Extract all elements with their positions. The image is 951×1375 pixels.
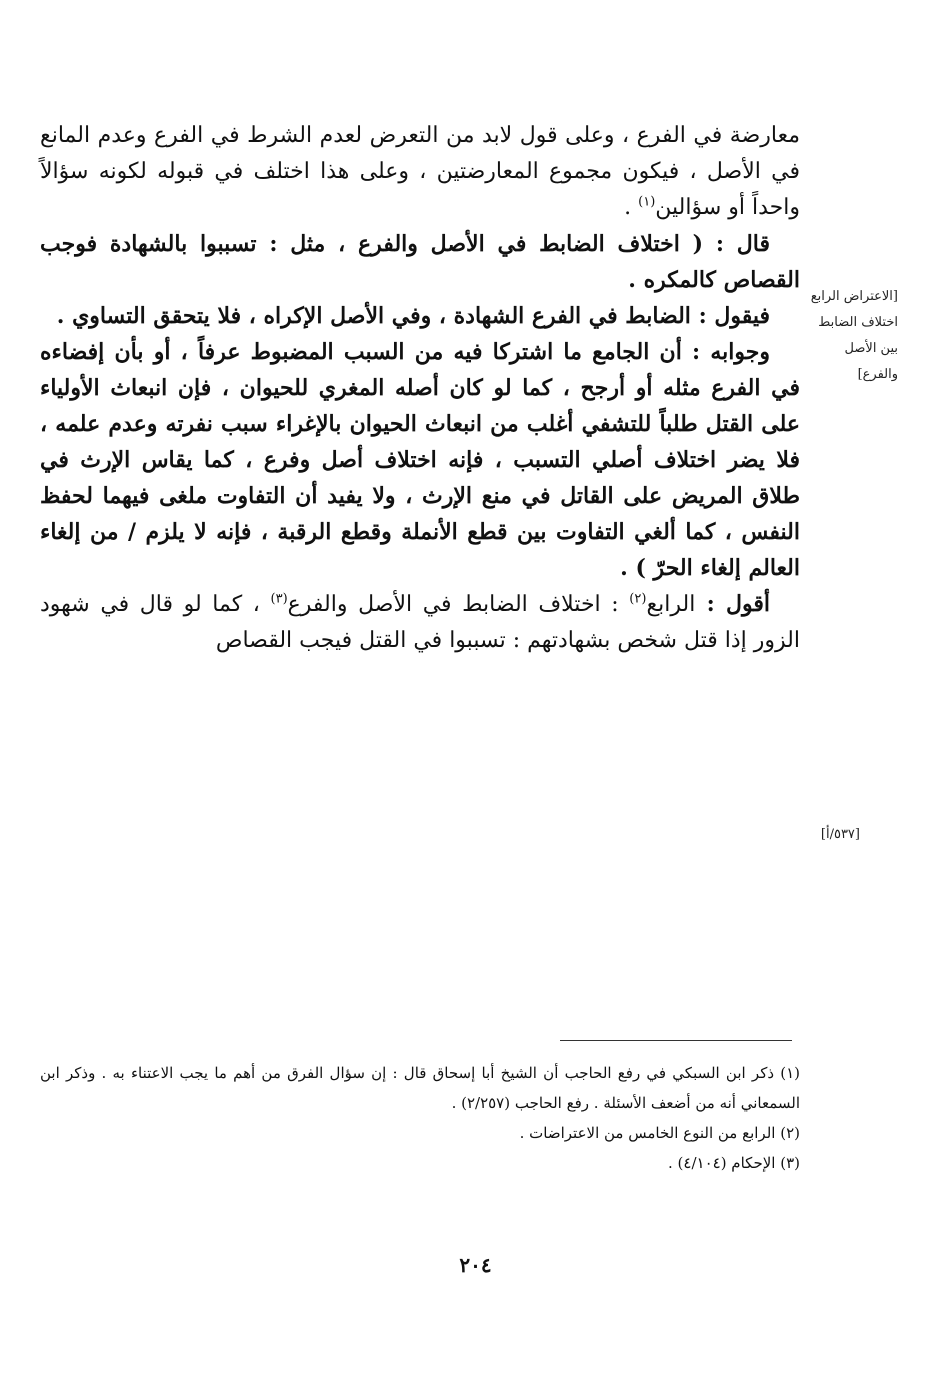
margin-note-folio: [٥٣٧/أ] <box>820 827 860 842</box>
paragraph-1-text: معارضة في الفرع ، وعلى قول لابد من التعرض لعدم الشرط في الفرع وعدم المانع في الأصل ، فيكون مجموع المعارضتين ، وعلى هذا اختلف في قبوله لكونه سؤالاً واحداً أو سؤالين <box>40 123 800 220</box>
paragraph-2-text: ( اختلاف الضابط في الأصل والفرع ، مثل : تسببوا بالشهادة فوجب القصاص كالمكره . <box>40 231 800 293</box>
footnote-ref-1[interactable]: (١) <box>638 194 656 210</box>
footnote-ref-3[interactable]: (٣) <box>270 591 288 607</box>
footnote-3: (٣) الإحكام (٤/١٠٤) . <box>668 1154 800 1172</box>
paragraph-3 <box>40 298 800 334</box>
paragraph-2 <box>40 226 800 298</box>
page-number: ٢٠٤ <box>459 1253 492 1277</box>
fayaqul-lead: فيقول : <box>690 303 770 329</box>
paragraph-4: وجوابه : أن الجامع ما اشتركا فيه من السبب المضبوط عرفاً ، أو بأن إفضاءه في الفرع مثله أو أرجح ، كما لو كان أصله المغري للحيوان ، فإن انبعاث الأولياء على القتل طلباً للتشفي أغلب من انبعاث الحيوان بالإغراء سبب نفرته وعدم علمه ، فلا يضر اختلاف أصلي التسبب ، فإنه اختلاف أصل وفرع ، كما يقاس الإرث في طلاق المريض على القاتل في منع الإرث ، ولا يفيد أن التفاوت ملغى فيهما لحفظ النفس ، كما ألغي التفاوت بين قطع الأنملة وقطع الرقبة ، فإنه لا يلزم / من إلغاء العالم إلغاء الحرّ ) . <box>40 339 800 581</box>
paragraph-3-text: الضابط في الفرع الشهادة ، وفي الأصل الإكراه ، فلا يتحقق التساوي . <box>56 303 691 329</box>
main-text <box>40 118 800 659</box>
paragraph-5-a: الرابع <box>646 592 696 617</box>
qala-lead: قال : <box>703 231 770 257</box>
footnotes <box>40 1058 800 1178</box>
footnote-1: (١) ذكر ابن السبكي في رفع الحاجب أن الشيخ أبا إسحاق قال : إن سؤال الفرق من أهم ما يجب الاعتناء به . وذكر ابن السمعاني أنه من أضعف الأسئلة . رفع الحاجب (٢/٢٥٧) . <box>40 1064 800 1112</box>
margin-note-objection: [الاعتراض الرابع اختلاف الضابط بين الأصل والفرع] <box>810 289 898 382</box>
footnote-separator <box>560 1040 792 1041</box>
paragraph-1-end: . <box>624 195 639 220</box>
footnote-2: (٢) الرابع من النوع الخامس من الاعتراضات . <box>519 1124 800 1142</box>
footnote-ref-2[interactable]: (٢) <box>629 591 647 607</box>
paragraph-5-c: ، كما لو قال في شهود الزور إذا قتل شخص بشهادتهم : تسببوا في القتل فيجب القصاص <box>40 592 800 653</box>
paragraph-1 <box>40 118 800 226</box>
paragraph-5 <box>40 586 800 659</box>
aqul-lead: أقول : <box>695 591 770 617</box>
paragraph-5-b: : اختلاف الضابط في الأصل والفرع <box>287 592 630 617</box>
